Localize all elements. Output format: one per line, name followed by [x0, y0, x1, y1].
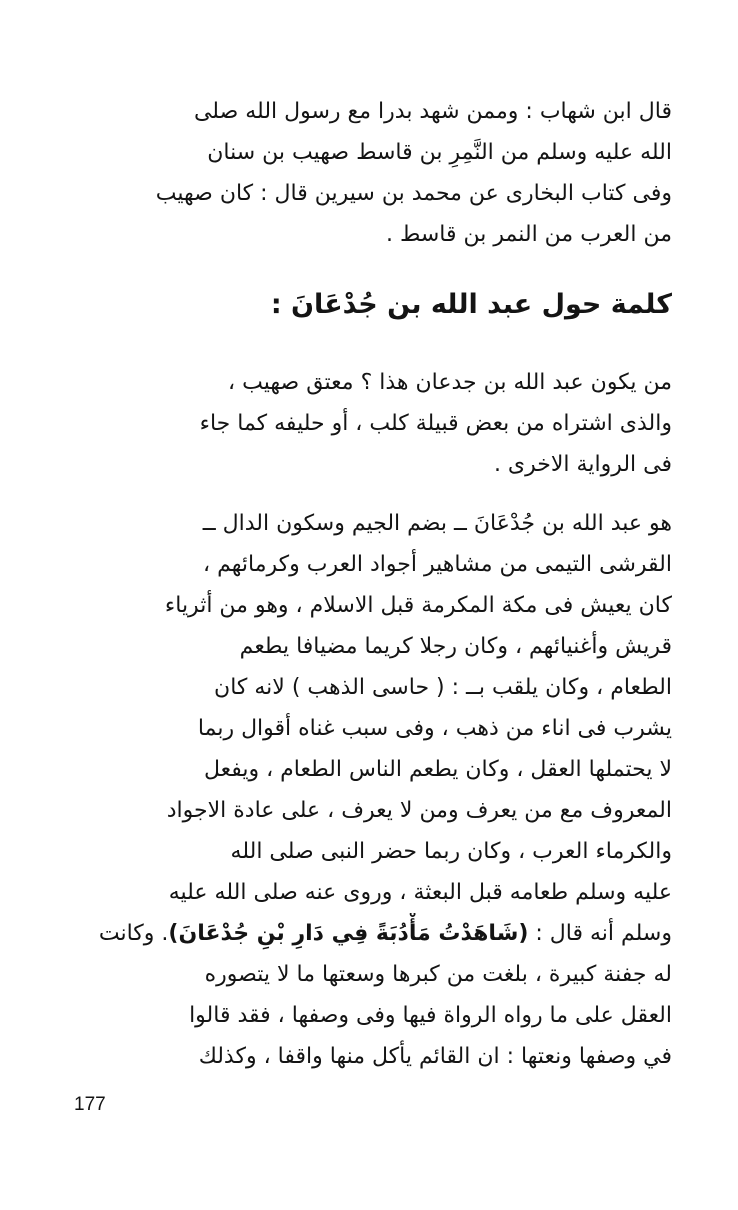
text-line: الطعام ، وكان يلقب بــ : ( حاسى الذهب ) لانه كان — [214, 675, 672, 700]
text-line: له جفنة كبيرة ، بلغت من كبرها وسعتها ما لا يتصوره — [204, 962, 672, 987]
paragraph-1 — [70, 91, 672, 255]
text-line: كان يعيش فى مكة المكرمة قبل الاسلام ، وهو من أثرياء — [164, 593, 672, 618]
text-line: قريش وأغنيائهم ، وكان رجلا كريما مضيافا يطعم — [239, 634, 672, 659]
text-line: من يكون عبد الله بن جدعان هذا ؟ معتق صهيب ، — [228, 370, 672, 395]
text-line: يشرب فى اناء من ذهب ، وفى سبب غناه أقوال ربما — [197, 716, 672, 741]
text-line: لا يحتملها العقل ، وكان يطعم الناس الطعام ، ويفعل — [203, 757, 672, 782]
text-line: العقل على ما رواه الرواة فيها وفى وصفها ، فقد قالوا — [189, 1003, 672, 1028]
text-line: فى الرواية الاخرى . — [493, 452, 672, 477]
quote-line — [70, 913, 672, 954]
text-line: والكرماء العرب ، وكان ربما حضر النبى صلى الله — [230, 839, 672, 864]
text-line: والذى اشتراه من بعض قبيلة كلب ، أو حليفه كما جاء — [199, 411, 672, 436]
hadith-quote: (شَاهَدْتُ مَأْدُبَةً فِي دَارِ بْنِ جُدْعَانَ) — [168, 921, 529, 946]
section-heading: كلمة حول عبد الله بن جُدْعَانَ : — [270, 289, 672, 320]
text-line: في وصفها ونعتها : ان القائم يأكل منها واقفا ، وكذلك — [198, 1044, 672, 1069]
paragraph-3 — [70, 503, 672, 1077]
text-line: المعروف مع من يعرف ومن لا يعرف ، على عادة الاجواد — [166, 798, 672, 823]
text-line: الله عليه وسلم من النَّمِرِ بن قاسط صهيب بن سنان — [207, 140, 672, 165]
text-line: هو عبد الله بن جُدْعَانَ ــ بضم الجيم وسكون الدال ــ — [202, 511, 672, 536]
text-line: عليه وسلم طعامه قبل البعثة ، وروى عنه صلى الله عليه — [168, 880, 672, 905]
text-line: قال ابن شهاب : وممن شهد بدرا مع رسول الله صلى — [193, 99, 672, 124]
paragraph-2 — [70, 362, 672, 485]
text-line: من العرب من النمر بن قاسط . — [385, 222, 672, 247]
page-number: 177 — [74, 1094, 106, 1115]
text-line: وفى كتاب البخارى عن محمد بن سيرين قال : كان صهيب — [155, 181, 672, 206]
quote-line-before: وسلم أنه قال : — [528, 921, 672, 946]
text-line: القرشى التيمى من مشاهير أجواد العرب وكرمائهم ، — [203, 552, 672, 577]
quote-line-after: . وكانت — [98, 921, 169, 946]
